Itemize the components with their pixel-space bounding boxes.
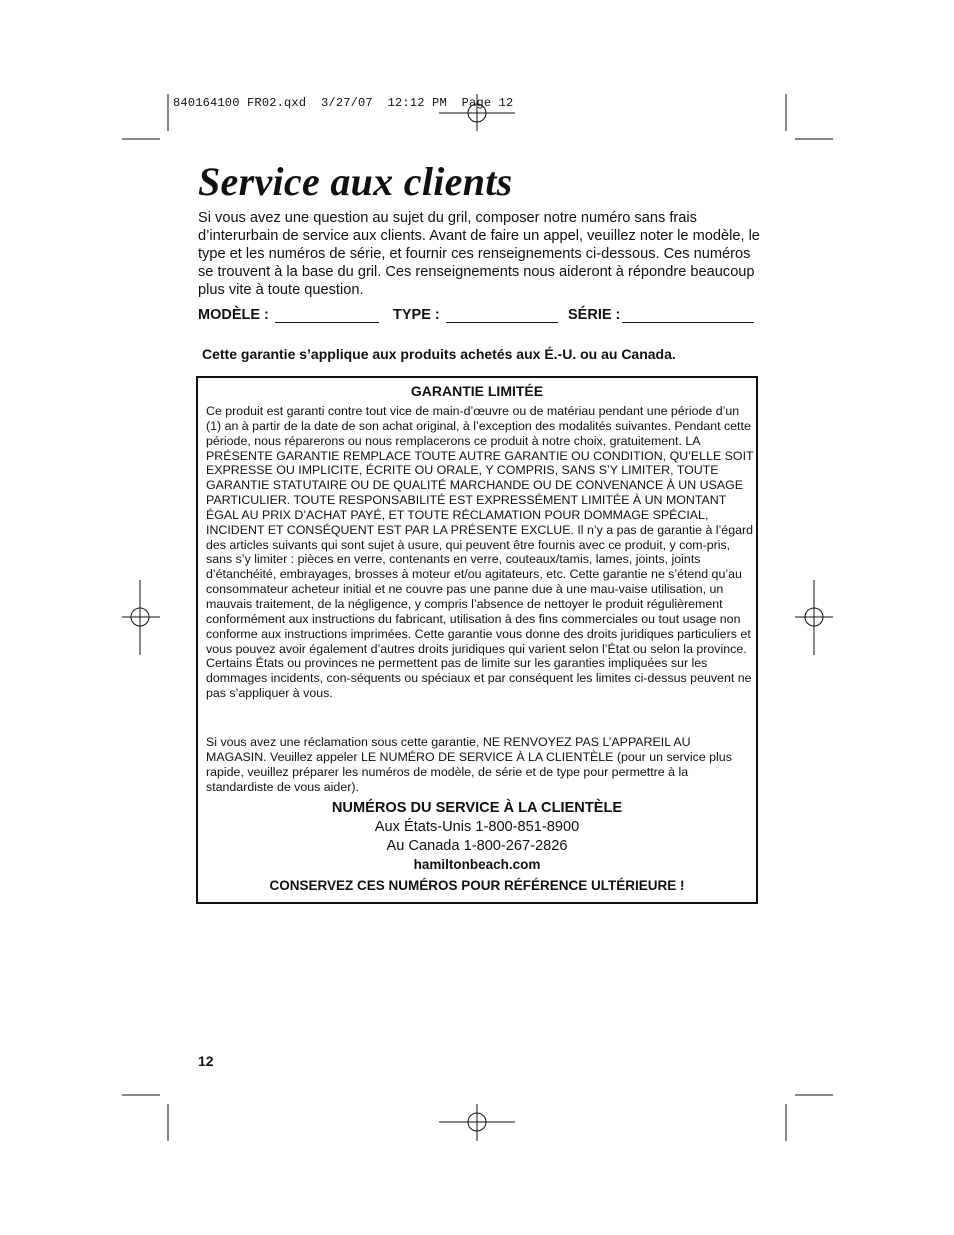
registration-mark-right [795, 580, 833, 655]
serial-blank-line [622, 308, 754, 323]
registration-mark-bottom [439, 1104, 515, 1141]
us-phone-number: Aux États-Unis 1-800-851-8900 [374, 819, 580, 835]
website-link[interactable]: hamiltonbeach.com [413, 857, 541, 872]
keep-numbers-note: CONSERVEZ CES NUMÉROS POUR RÉFÉRENCE ULTÉRIEURE ! [269, 878, 685, 893]
type-blank-line [446, 308, 558, 323]
model-blank-line [275, 308, 379, 323]
product-info-fields [198, 307, 758, 327]
warranty-terms-paragraph: Ce produit est garanti contre tout vice de main-d’œuvre ou de matériau pendant une période d’un (1) an à partir de la date de son achat original, à l’exception des modalités suivantes. Pendant cette période, nous réparerons ou nous remplacerons ce produit à notre choix, gratuitement. LA PRÉSENTE GARANTIE REMPLACE TOUTE AUTRE GARANTIE OU CONDITION, QU’ELLE SOIT EXPRESSE OU IMPLICITE, ÉCRITE OU ORALE, Y COMPRIS, SANS S’Y LIMITER, TOUTE GARANTIE STATUTAIRE OU DE QUALITÉ MARCHANDE OU DE CONVENANCE À UN USAGE PARTICULIER. TOUTE RESPONSABILITÉ EST EXPRESSÉMENT LIMITÉE À UN MONTANT ÉGAL AU PRIX D’ACHAT PAYÉ, ET TOUTE RÉCLAMATION POUR DOMMAGE SPÉCIAL, INCIDENT ET CONSÉQUENT EST PAR LA PRÉSENTE EXCLUE. Il n’y a pas de garantie à l’égard des articles suivants qui sont sujet à usure, qui peuvent être fournis avec ce produit, y com-pris, sans s’y limiter : pièces en verre, contenants en verre, couteaux/tamis, lames, joints, joints d’étanchéité, embrayages, brosses à moteur et/ou agitateurs, etc. Cette garantie ne s’étend qu’au consommateur acheteur initial et ne couvre pas une panne due à une mau-vaise utilisation, un mauvais traitement, de la négligence, y compris l’absence de nettoyer le produit régulièrement conformément aux instructions du fabricant, utilisation à des fins commerciales ou tout usage non conforme aux instructions imprimées. Cette garantie vous donne des droits juridiques particuliers et vous pouvez avoir également d’autres droits juridiques qui varient selon l’État ou selon la province. Certains États ou provinces ne permettent pas de limite sur les garanties impliquées sur les dommages incidents, con-séquents ou spéciaux et par conséquent les limites ci-dessus peuvent ne pas s’appliquer à vous. [206, 404, 754, 701]
page-title: Service aux clients [198, 159, 513, 204]
registration-mark-left [122, 580, 160, 655]
warranty-scope-note: Cette garantie s’applique aux produits achetés aux É.-U. ou au Canada. [202, 346, 676, 362]
registration-mark-top [439, 94, 515, 131]
serial-field[interactable] [568, 307, 754, 323]
model-label: MODÈLE : [198, 307, 269, 323]
print-slug-line: 840164100 FR02.qxd 3/27/07 12:12 PM Page 12 [173, 96, 514, 110]
type-field[interactable] [393, 307, 558, 323]
serial-label: SÉRIE : [568, 307, 621, 323]
type-label: TYPE : [393, 307, 440, 323]
warranty-title: GARANTIE LIMITÉE [410, 383, 544, 399]
limited-warranty-box [196, 376, 758, 904]
service-numbers-title: NUMÉROS DU SERVICE À LA CLIENTÈLE [331, 800, 623, 816]
canada-phone-number: Au Canada 1-800-267-2826 [386, 838, 568, 854]
page-number: 12 [198, 1053, 214, 1069]
warranty-claim-paragraph: Si vous avez une réclamation sous cette garantie, NE RENVOYEZ PAS L’APPAREIL AU MAGASIN. Veuillez appeler LE NUMÉRO DE SERVICE À LA CLIENTÈLE (pour un service plus rapide, veuillez préparer les numéros de modèle, de série et de type pour permettre à la standardiste de vous aider). [206, 735, 732, 794]
model-field[interactable] [198, 307, 379, 323]
intro-paragraph: Si vous avez une question au sujet du gril, composer notre numéro sans frais d’interurbain de service aux clients. Avant de faire un appel, veuillez noter le modèle, le type et les numéros de série, et fournir ces renseignements ci-dessous. Ces numéros se trouvent à la base du gril. Ces renseignements nous aideront à répondre beaucoup plus vite à toute question. [198, 210, 760, 298]
